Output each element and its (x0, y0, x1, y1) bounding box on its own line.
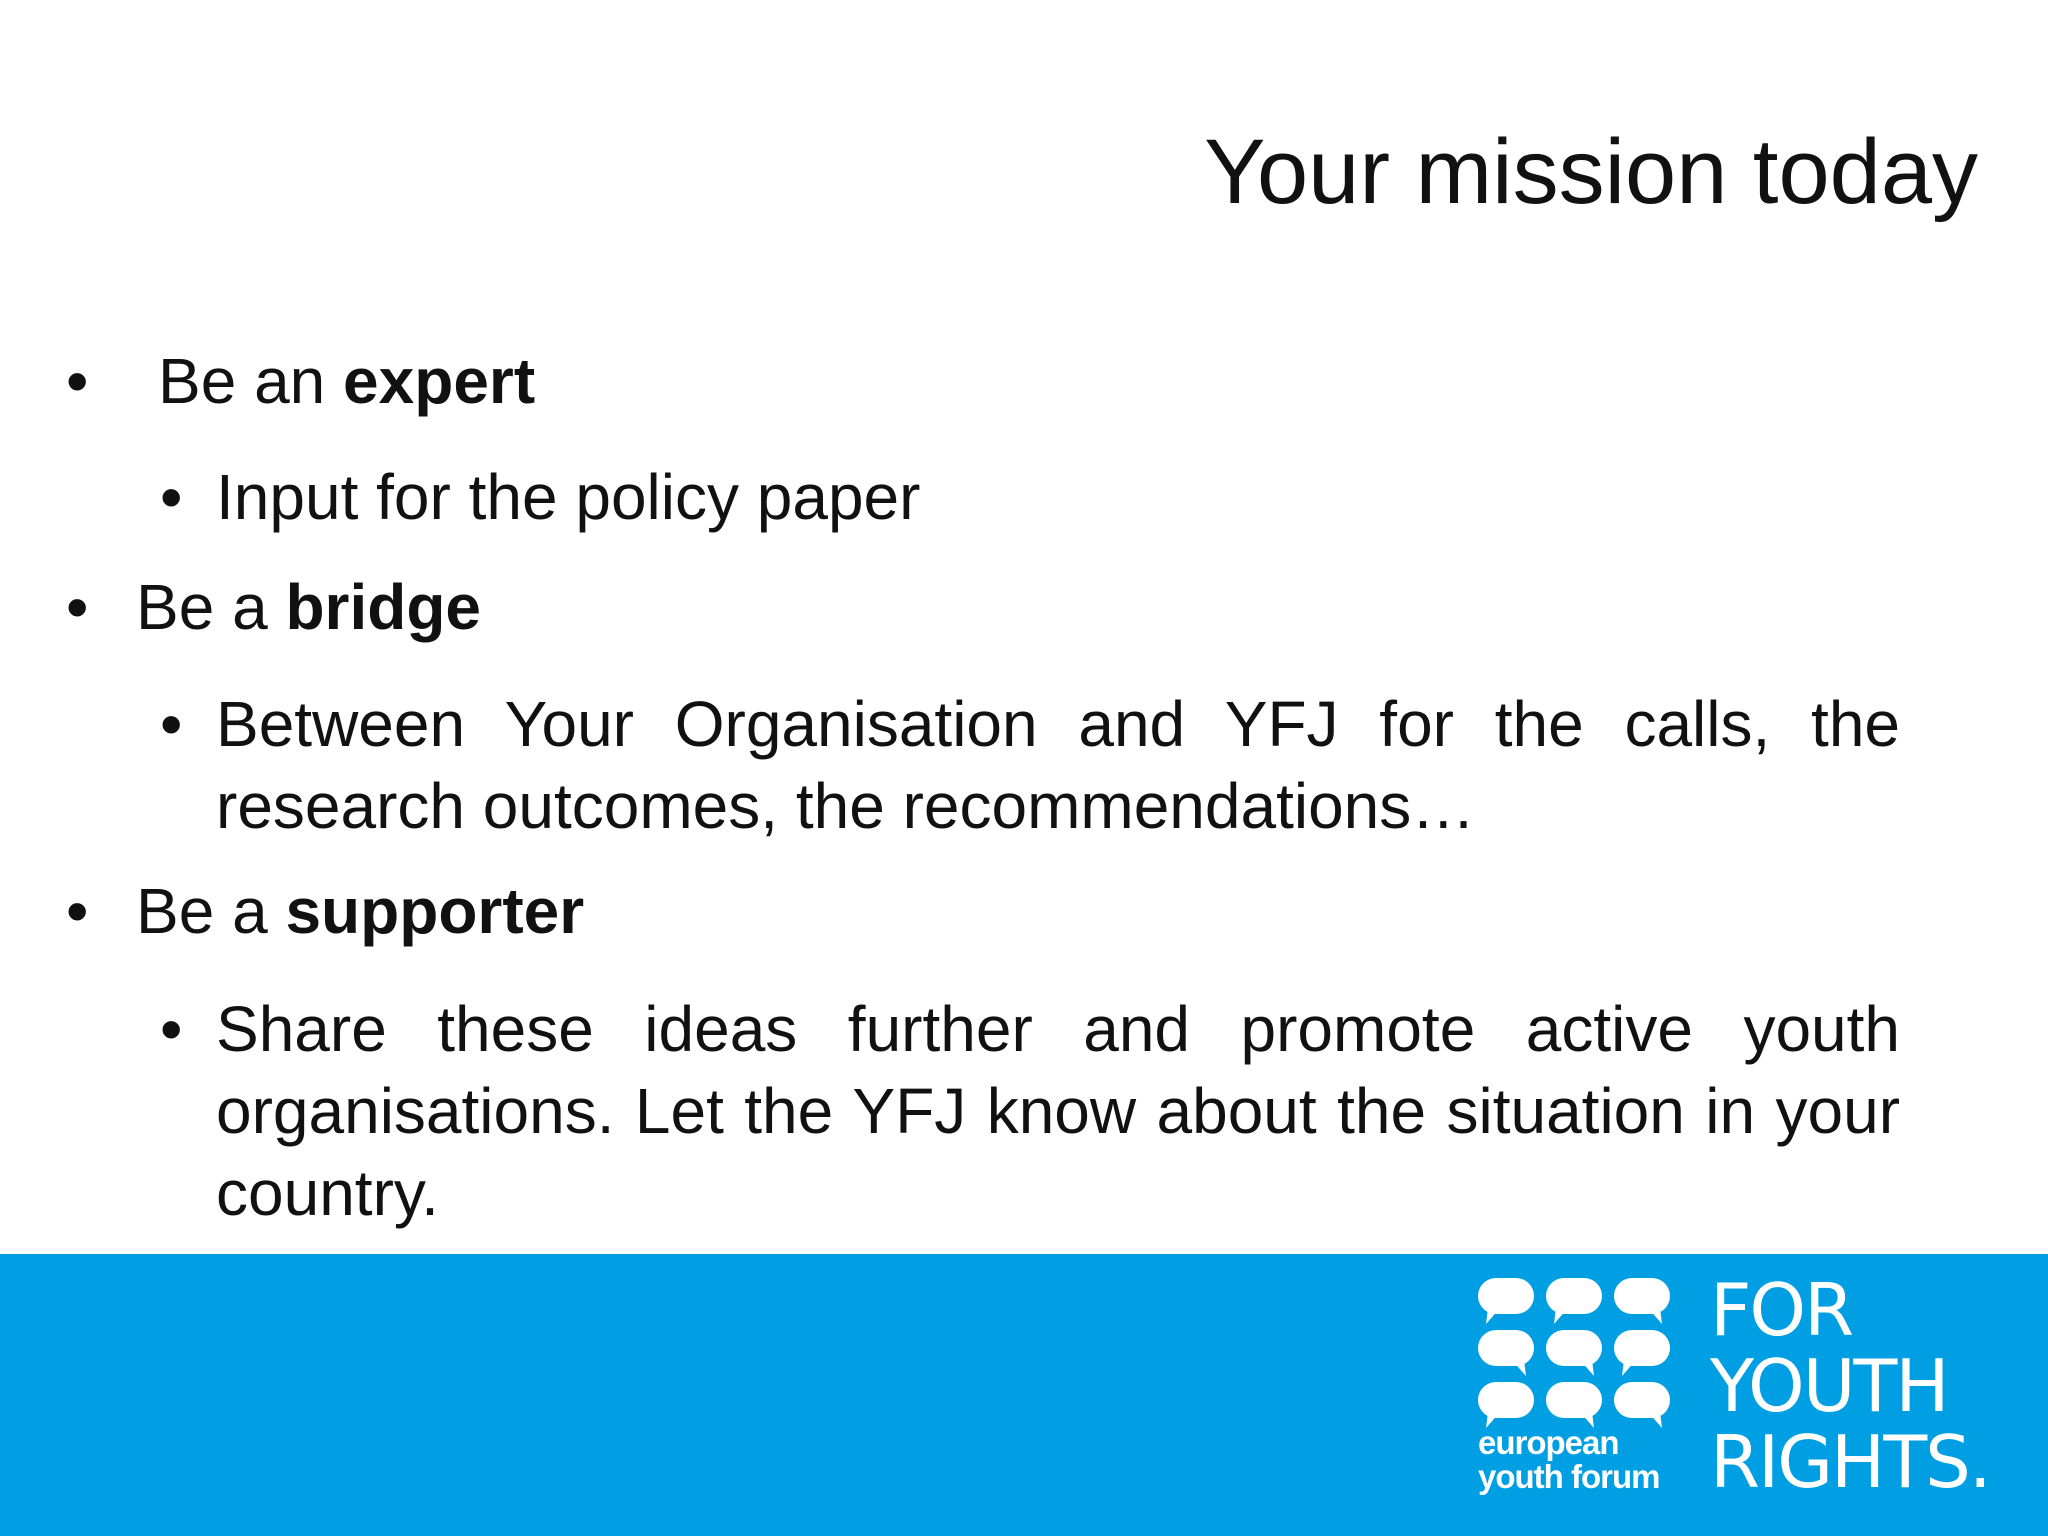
sub-bullet-text: Between Your Organisation and YFJ for the calls, the research outcomes, the recommendations… (216, 688, 1900, 842)
bullet-supporter (66, 870, 584, 952)
slide-title: Your mission today (1204, 121, 1978, 223)
sub-bullet-text: Input for the policy paper (216, 461, 921, 533)
bullet-emphasis: bridge (285, 571, 481, 643)
logo-wordmark (1478, 1426, 1659, 1494)
sub-bullet-text: Share these ideas further and promote active youth organisations. Let the YFJ know about the situation in your country. (216, 993, 1900, 1229)
bullet-prefix: Be a (136, 571, 286, 643)
bullet-emphasis: supporter (285, 875, 585, 947)
bullet-dot: • (66, 875, 89, 947)
tagline-line2: YOUTH (1710, 1344, 1948, 1428)
tagline-line3: RIGHTS. (1710, 1420, 1990, 1504)
bullet-expert (66, 340, 535, 422)
tagline-line1: FOR (1710, 1268, 1853, 1352)
bullet-prefix: Be an (158, 345, 344, 417)
bullet-dot: • (66, 345, 89, 417)
sub-bullet-dot: • (160, 461, 183, 533)
sub-bullet-bridge (160, 683, 1900, 847)
bullet-emphasis: expert (343, 345, 536, 417)
sub-bullet-dot: • (160, 993, 183, 1065)
sub-bullet-dot: • (160, 688, 183, 760)
bullet-prefix: Be a (136, 875, 286, 947)
footer-band (0, 1254, 2048, 1536)
bullet-bridge (66, 566, 481, 648)
sub-bullet-supporter (160, 988, 1900, 1234)
tagline (1710, 1268, 1990, 1504)
sub-bullet-expert (160, 456, 1900, 538)
bullet-dot: • (66, 571, 89, 643)
logo-text-line2: youth forum (1478, 1458, 1660, 1495)
logo-text-line1: european (1478, 1424, 1619, 1461)
